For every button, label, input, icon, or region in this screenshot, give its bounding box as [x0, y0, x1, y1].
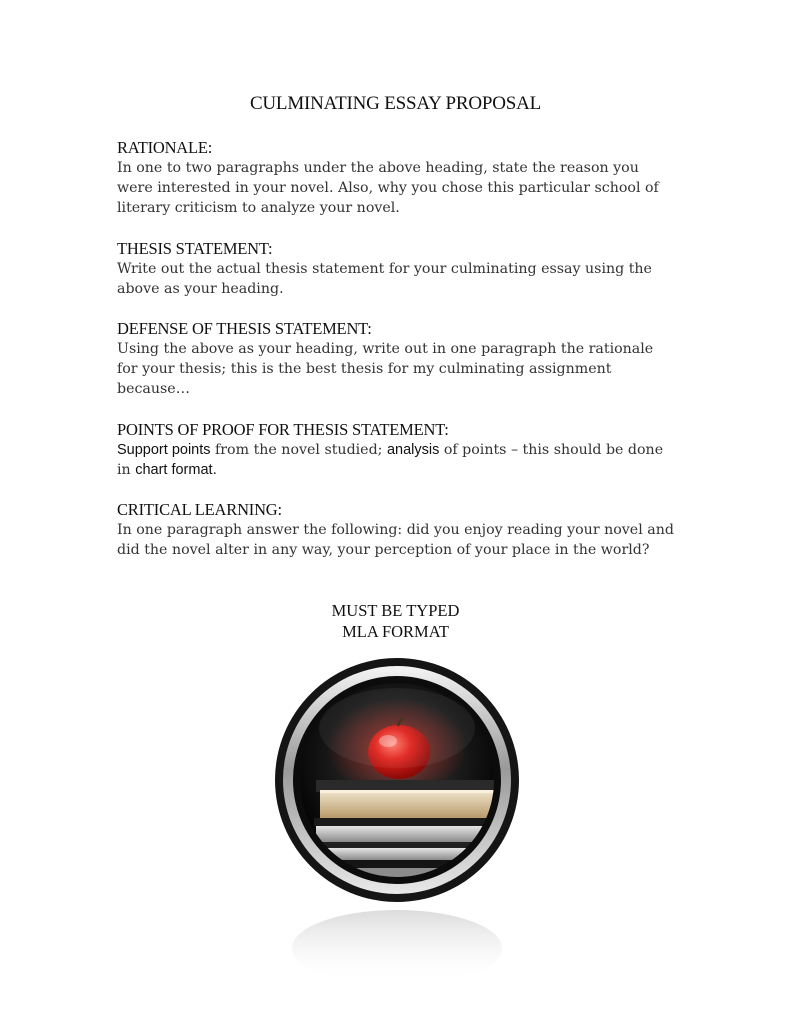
- section-rationale: [117, 138, 677, 219]
- text-fragment: from the novel studied;: [210, 441, 387, 458]
- must-be-typed-note: MUST BE TYPED: [331, 601, 460, 620]
- section-heading: THESIS STATEMENT:: [117, 238, 273, 258]
- section-heading: POINTS OF PROOF FOR THESIS STATEMENT:: [117, 419, 449, 439]
- text-fragment: of points – this should be done in: [117, 441, 664, 478]
- section-text: Write out the actual thesis statement for your culminating essay using the above as your heading.: [117, 260, 652, 297]
- apple-on-books-icon: [262, 658, 532, 988]
- section-text: In one to two paragraphs under the above heading, state the reason you were interested in your novel. Also, why you chose this particular school of literary criticism to analyze your novel.: [117, 160, 659, 217]
- section-critical-learning: [117, 500, 677, 560]
- section-heading: CRITICAL LEARNING:: [117, 500, 282, 520]
- page-title: CULMINATING ESSAY PROPOSAL: [249, 93, 542, 114]
- section-text: Using the above as your heading, write out in one paragraph the rationale for your thesis; this is the best thesis for my culminating assignment because…: [117, 341, 654, 398]
- section-points-of-proof: [117, 420, 677, 480]
- section-text: [117, 440, 677, 480]
- proposal-content: [117, 138, 677, 580]
- section-heading: RATIONALE:: [117, 138, 213, 157]
- section-text: In one paragraph answer the following: did you enjoy reading your novel and did the novel alter in any way, your perception of your place in the world?: [117, 522, 674, 559]
- section-defense-of-thesis: [117, 319, 677, 400]
- mla-format-note: MLA FORMAT: [342, 621, 449, 641]
- analysis-term: analysis: [386, 441, 440, 458]
- chart-format-term: chart format: [135, 461, 213, 478]
- section-thesis-statement: [117, 239, 677, 299]
- text-fragment: .: [212, 461, 218, 478]
- typing-requirements: [0, 601, 791, 642]
- support-points-term: Support points: [117, 441, 211, 458]
- section-heading: DEFENSE OF THESIS STATEMENT:: [117, 319, 372, 339]
